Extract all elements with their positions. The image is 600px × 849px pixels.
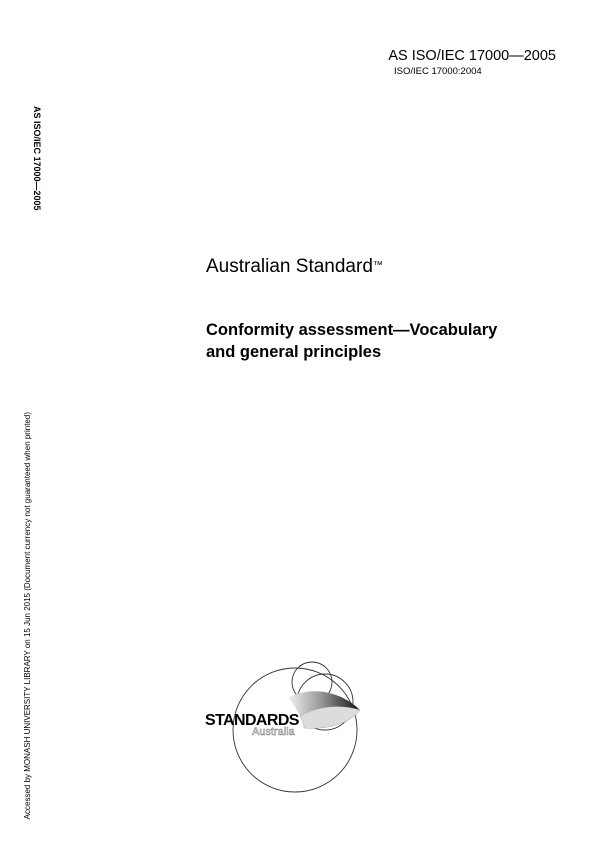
document-title <box>206 319 566 363</box>
standard-number: AS ISO/IEC 17000—2005 <box>388 48 556 64</box>
logo-subtext: Australia <box>252 726 295 738</box>
brand-name: Australian Standard <box>206 256 373 277</box>
spine-standard-code: AS ISO/IEC 17000—2005 <box>32 106 42 211</box>
iso-number: ISO/IEC 17000:2004 <box>394 66 482 77</box>
brand-line <box>206 256 383 278</box>
standards-australia-logo <box>200 620 380 800</box>
standards-australia-logo-icon <box>200 620 380 800</box>
access-note: Accessed by MONASH UNIVERSITY LIBRARY on 15 Jun 2015 (Document currency not guaranteed when printed) <box>23 411 32 819</box>
title-line-2: and general principles <box>206 343 382 361</box>
trademark-symbol: ™ <box>372 260 383 271</box>
logo-wordmark: STANDARDS <box>205 712 299 729</box>
title-line-1: Conformity assessment—Vocabulary <box>206 321 498 339</box>
